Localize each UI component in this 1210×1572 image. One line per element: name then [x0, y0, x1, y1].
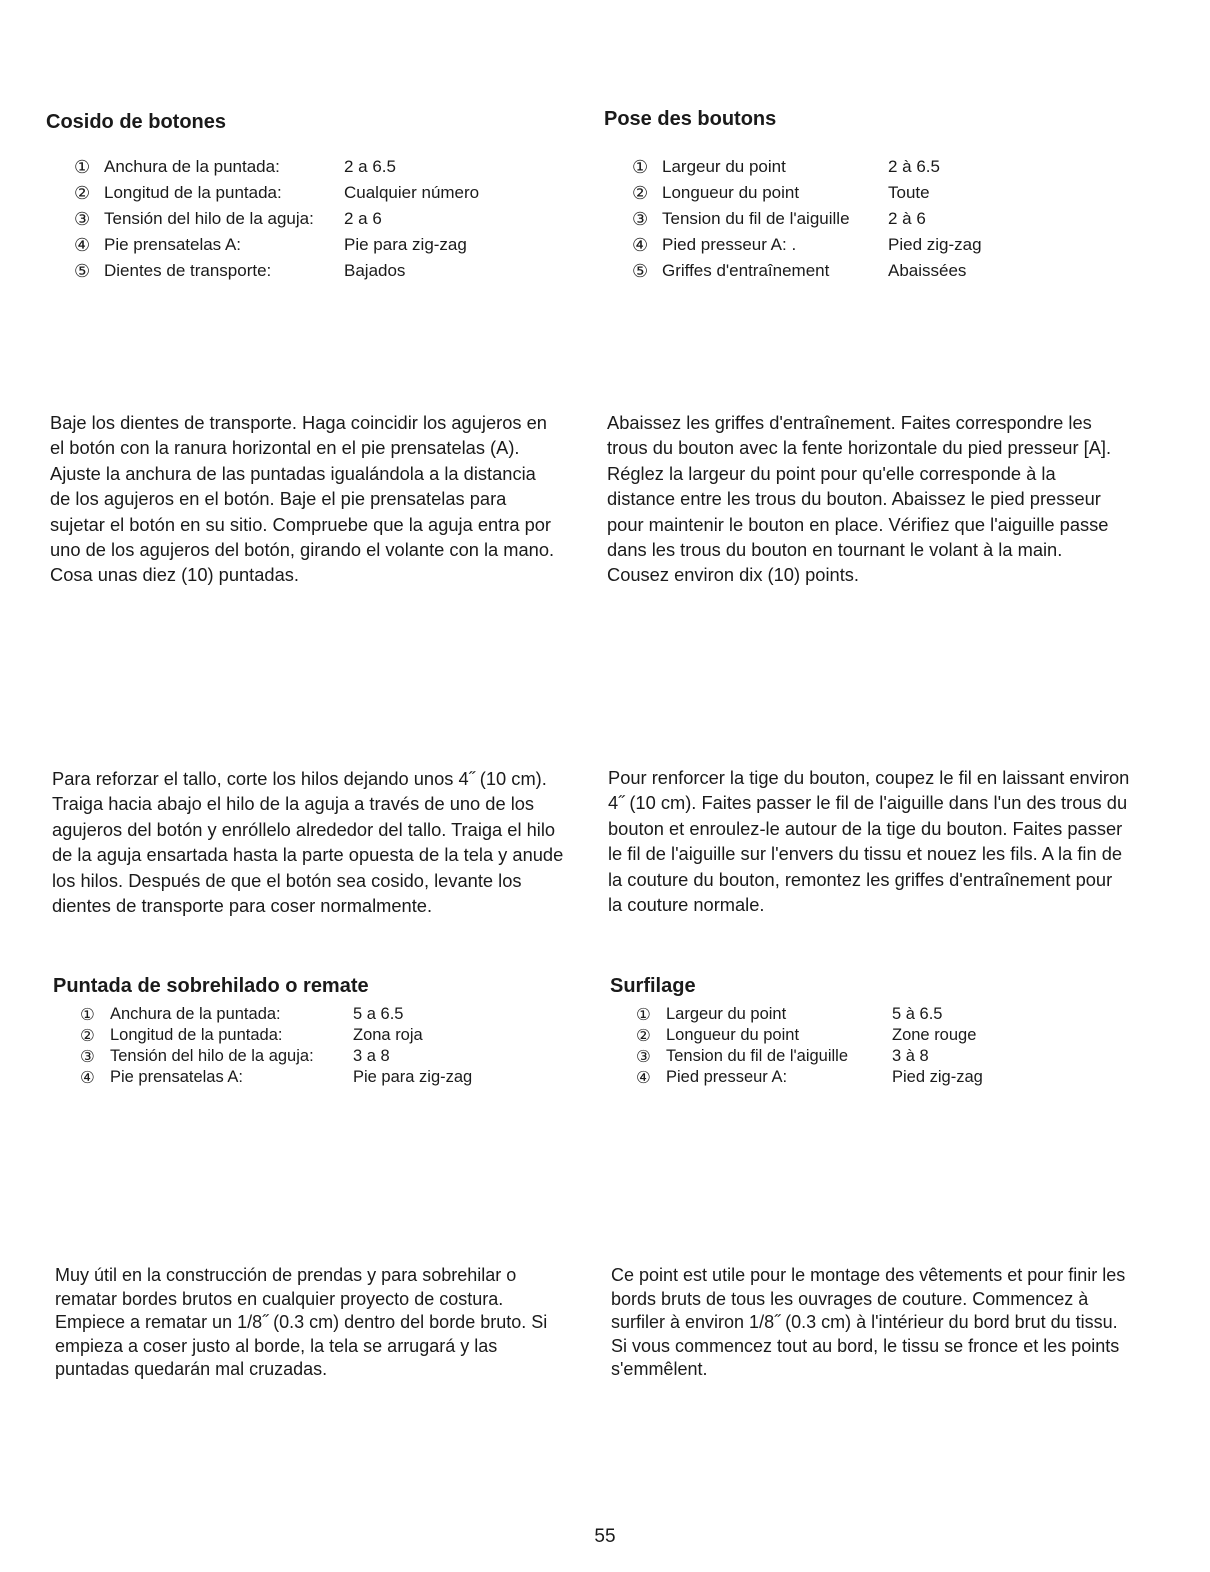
settings-row — [636, 1067, 983, 1088]
es-buttons-settings-table — [74, 154, 479, 284]
setting-value: 2 a 6 — [344, 209, 382, 228]
setting-value: 5 a 6.5 — [353, 1005, 404, 1023]
setting-value: 5 à 6.5 — [892, 1005, 943, 1023]
setting-label: Tensión del hilo de la aguja: — [104, 209, 314, 228]
setting-value: 3 à 8 — [892, 1047, 929, 1065]
settings-row — [74, 180, 479, 206]
setting-value: Zona roja — [353, 1026, 423, 1044]
step-number: ① — [632, 156, 649, 177]
settings-row — [74, 154, 479, 180]
setting-label: Pie prensatelas A: — [110, 1068, 243, 1086]
settings-row — [632, 232, 982, 258]
es-buttons-title: Cosido de botones — [46, 111, 226, 133]
setting-value: 3 a 8 — [353, 1047, 390, 1065]
step-number: ② — [636, 1026, 651, 1045]
setting-value: Abaissées — [888, 261, 967, 280]
fr-overcast-instructions: Ce point est utile pour le montage des vêtements et pour finir les bords bruts de tous les ouvrages de couture. Commencez à surfiler à environ 1/8˝ (0.3 cm) à l'intérieur du bord brut du tissu. Si vous commencez tout au bord, le tissu se fronce et les points s'emmêlent. — [611, 1265, 1126, 1380]
fr-buttons-settings-table — [632, 154, 982, 284]
step-number: ③ — [636, 1047, 651, 1066]
es-overcast-settings-table — [80, 1004, 472, 1088]
settings-row — [74, 206, 479, 232]
setting-label: Griffes d'entraînement — [662, 261, 830, 280]
step-number: ⑤ — [74, 260, 91, 281]
step-number: ④ — [74, 234, 91, 255]
setting-label: Largeur du point — [666, 1005, 787, 1023]
setting-label: Longitud de la puntada: — [104, 183, 282, 202]
setting-value: 2 a 6.5 — [344, 157, 396, 176]
es-shank-instructions: Para reforzar el tallo, corte los hilos dejando unos 4˝ (10 cm). Traiga hacia abajo el hilo de la aguja a través de uno de los agujeros del botón y enróllelo alrededor del tallo. Traiga el hilo de la aguja ensartada hasta la parte opuesta de la tela y anude los hilos. Después de que el botón sea cosido, levante los dientes de transporte para coser normalmente. — [52, 768, 564, 917]
setting-label: Anchura de la puntada: — [104, 157, 280, 176]
settings-row — [636, 1025, 983, 1046]
setting-value: Pied zig-zag — [892, 1068, 983, 1086]
setting-label: Pied presseur A: . — [662, 235, 797, 254]
setting-value: Toute — [888, 183, 930, 202]
setting-value: Pied zig-zag — [888, 235, 982, 254]
settings-row — [80, 1067, 472, 1088]
setting-label: Tension du fil de l'aiguille — [666, 1047, 849, 1065]
fr-overcast-settings-table — [636, 1004, 983, 1088]
step-number: ③ — [80, 1047, 95, 1066]
fr-overcast-title: Surfilage — [610, 975, 696, 997]
fr-shank-instructions: Pour renforcer la tige du bouton, coupez le fil en laissant environ 4˝ (10 cm). Faites passer le fil de l'aiguille dans l'un des trous du bouton et enroulez-le autour de la tige du bouton. Faites passer le fil de l'aiguille sur l'envers du tissu et nouez les fils. A la fin de la couture du bouton, remontez les griffes d'entraînement pour la couture normale. — [608, 767, 1130, 916]
settings-row — [636, 1046, 983, 1067]
settings-row — [636, 1004, 983, 1025]
step-number: ④ — [632, 234, 649, 255]
es-buttons-instructions: Baje los dientes de transporte. Haga coincidir los agujeros en el botón con la ranura horizontal en el pie prensatelas (A). Ajuste la anchura de las puntadas igualándola a la distancia de los agujeros en el botón. Baje el pie prensatelas para sujetar el botón en su sitio. Compruebe que la aguja entra por uno de los agujeros del botón, girando el volante con la mano. Cosa unas diez (10) puntadas. — [50, 412, 555, 586]
setting-label: Pied presseur A: — [666, 1068, 788, 1086]
step-number: ② — [632, 182, 649, 203]
setting-label: Anchura de la puntada: — [110, 1005, 281, 1023]
settings-row — [74, 232, 479, 258]
es-overcast-title: Puntada de sobrehilado o remate — [53, 975, 369, 997]
step-number: ② — [80, 1026, 95, 1045]
setting-label: Longueur du point — [662, 183, 800, 202]
settings-row — [632, 154, 982, 180]
setting-value: Bajados — [344, 261, 406, 280]
step-number: ⑤ — [632, 260, 649, 281]
fr-buttons-title: Pose des boutons — [604, 108, 777, 130]
setting-value: Pie para zig-zag — [353, 1068, 473, 1086]
step-number: ④ — [80, 1068, 95, 1087]
setting-value: Cualquier número — [344, 183, 480, 202]
setting-value: Pie para zig-zag — [344, 235, 467, 254]
setting-label: Largeur du point — [662, 157, 786, 176]
step-number: ① — [74, 156, 91, 177]
es-overcast-instructions: Muy útil en la construcción de prendas y para sobrehilar o rematar bordes brutos en cualquier proyecto de costura. Empiece a rematar un 1/8˝ (0.3 cm) dentro del borde bruto. Si empieza a coser justo al borde, la tela se arrugará y las puntadas quedarán mal cruzadas. — [55, 1265, 548, 1380]
setting-label: Pie prensatelas A: — [104, 235, 242, 254]
step-number: ③ — [632, 208, 649, 229]
settings-row — [80, 1004, 472, 1025]
settings-row — [632, 258, 982, 284]
fr-buttons-instructions: Abaissez les griffes d'entraînement. Faites correspondre les trous du bouton avec la fente horizontale du pied presseur [A]. Réglez la largeur du point pour qu'elle corresponde à la distance entre les trous du bouton. Abaissez le pied presseur pour maintenir le bouton en place. Vérifiez que l'aiguille passe dans les trous du bouton en tournant le volant à la main. Cousez environ dix (10) points. — [607, 412, 1112, 586]
setting-label: Tensión del hilo de la aguja: — [110, 1047, 314, 1065]
setting-value: Zone rouge — [892, 1026, 977, 1044]
setting-label: Longueur du point — [666, 1026, 800, 1044]
settings-row — [80, 1025, 472, 1046]
setting-value: 2 à 6.5 — [888, 157, 940, 176]
setting-label: Dientes de transporte: — [104, 261, 272, 280]
setting-label: Tension du fil de l'aiguille — [662, 209, 850, 228]
step-number: ① — [80, 1005, 95, 1024]
step-number: ① — [636, 1005, 651, 1024]
page-number: 55 — [594, 1526, 616, 1547]
step-number: ④ — [636, 1068, 651, 1087]
settings-row — [74, 258, 479, 284]
step-number: ② — [74, 182, 91, 203]
step-number: ③ — [74, 208, 91, 229]
settings-row — [80, 1046, 472, 1067]
settings-row — [632, 206, 982, 232]
setting-label: Longitud de la puntada: — [110, 1026, 283, 1044]
settings-row — [632, 180, 982, 206]
setting-value: 2 à 6 — [888, 209, 926, 228]
